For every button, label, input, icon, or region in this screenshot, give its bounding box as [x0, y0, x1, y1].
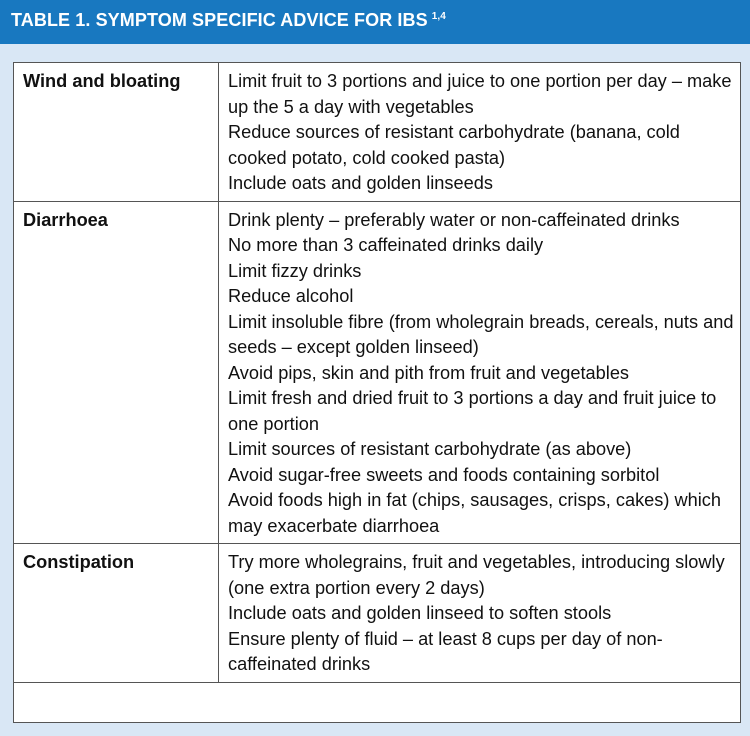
advice-item: Try more wholegrains, fruit and vegetables, introducing slowly (one extra portion every 2 days) [228, 552, 725, 598]
title-references: 1,4 [431, 11, 446, 22]
advice-table-body [14, 63, 740, 682]
advice-item: Ensure plenty of fluid – at least 8 cups per day of non-caffeinated drinks [228, 628, 663, 674]
advice-cell [219, 544, 741, 683]
advice-item: Reduce sources of resistant carbohydrate (banana, cold cooked potato, cold cooked pasta) [228, 122, 680, 168]
table-row [14, 63, 740, 201]
advice-item: Drink plenty – preferably water or non-caffeinated drinks [228, 209, 680, 230]
advice-item: Limit insoluble fibre (from wholegrain breads, cereals, nuts and seeds – except golden linseed) [228, 311, 734, 357]
advice-item: Reduce alcohol [228, 286, 354, 306]
advice-item: Include oats and golden linseed to soften stools [228, 603, 612, 623]
advice-cell [219, 201, 741, 544]
table-title-text: TABLE 1. SYMPTOM SPECIFIC ADVICE FOR IBS [11, 10, 428, 30]
advice-cell [219, 63, 741, 201]
advice-item: Avoid sugar-free sweets and foods containing sorbitol [228, 464, 660, 485]
advice-item: Limit fizzy drinks [228, 260, 362, 281]
table-row [14, 544, 740, 683]
symptom-cell: Wind and bloating [14, 63, 219, 201]
table-title [11, 10, 446, 30]
advice-item: Avoid pips, skin and pith from fruit and vegetables [228, 362, 630, 383]
advice-table-container [13, 62, 741, 723]
advice-item: Limit fruit to 3 portions and juice to one portion per day – make up the 5 a day with vegetables [228, 71, 732, 117]
table-title-bar [0, 0, 750, 44]
symptom-cell: Diarrhoea [14, 201, 219, 544]
advice-item: Avoid foods high in fat (chips, sausages, crisps, cakes) which may exacerbate diarrhoea [228, 490, 721, 536]
symptom-cell: Constipation [14, 544, 219, 683]
advice-item: Limit sources of resistant carbohydrate (as above) [228, 439, 632, 459]
advice-item: Include oats and golden linseeds [228, 173, 493, 193]
advice-table [14, 63, 740, 683]
advice-item: No more than 3 caffeinated drinks daily [228, 235, 544, 255]
table-row [14, 201, 740, 544]
advice-item: Limit fresh and dried fruit to 3 portions a day and fruit juice to one portion [228, 388, 717, 434]
